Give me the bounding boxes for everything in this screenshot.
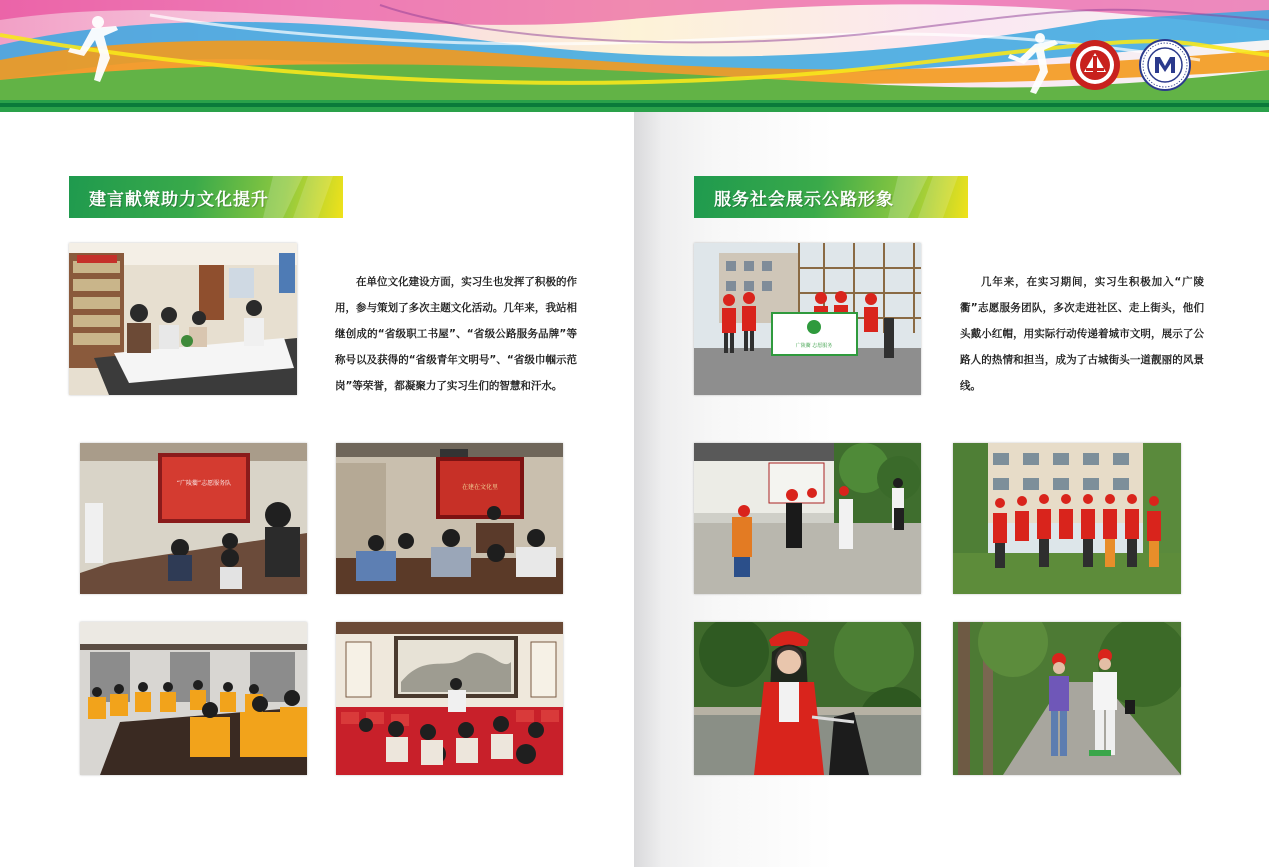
meeting-room-photo	[80, 443, 307, 594]
university-emblem-logo	[1138, 38, 1192, 92]
lecture-hall-photo	[336, 443, 563, 594]
title-decoration	[888, 176, 968, 218]
banner-caption: 广陵衢 志愿服务	[795, 343, 833, 349]
highway-emblem-logo	[1068, 38, 1122, 92]
street-cleanup-photo	[694, 443, 921, 594]
header-banner	[0, 0, 1269, 112]
reading-room-photo	[69, 243, 297, 395]
left-section-title	[69, 176, 343, 218]
volunteer-group-banner-photo	[694, 243, 921, 395]
screen-caption: 在建在文化里	[461, 484, 499, 491]
right-section-title	[694, 176, 968, 218]
auditorium-photo	[336, 622, 563, 775]
screen-caption: “广陵衢”志愿服务队	[176, 480, 232, 487]
sidewalk-volunteers-photo	[953, 622, 1181, 775]
red-vest-group-photo	[953, 443, 1181, 594]
left-paragraph: 在单位文化建设方面，实习生也发挥了积极的作用，参与策划了多次主题文化活动。几年来，我站相继创成的“省级职工书屋”、“省级公路服务品牌”等称号以及获得的“省级青年文明号”、“省级巾帼示范岗”等荣誉，都凝聚力了实习生们的智慧和汗水。	[335, 275, 577, 392]
orange-shirt-meeting-photo	[80, 622, 307, 775]
volunteer-litter-pickup-photo	[694, 622, 921, 775]
left-section-title-text: 建言献策助力文化提升	[89, 189, 269, 210]
title-decoration	[263, 176, 343, 218]
right-section-title-text: 服务社会展示公路形象	[714, 189, 894, 210]
right-paragraph: 几年来，在实习期间，实习生积极加入“广陵衢”志愿服务团队，多次走进社区、走上街头，他们头戴小红帽，用实际行动传递着城市文明，展示了公路人的热情和担当，成为了古城街头一道靓丽的风景线。	[960, 275, 1204, 392]
